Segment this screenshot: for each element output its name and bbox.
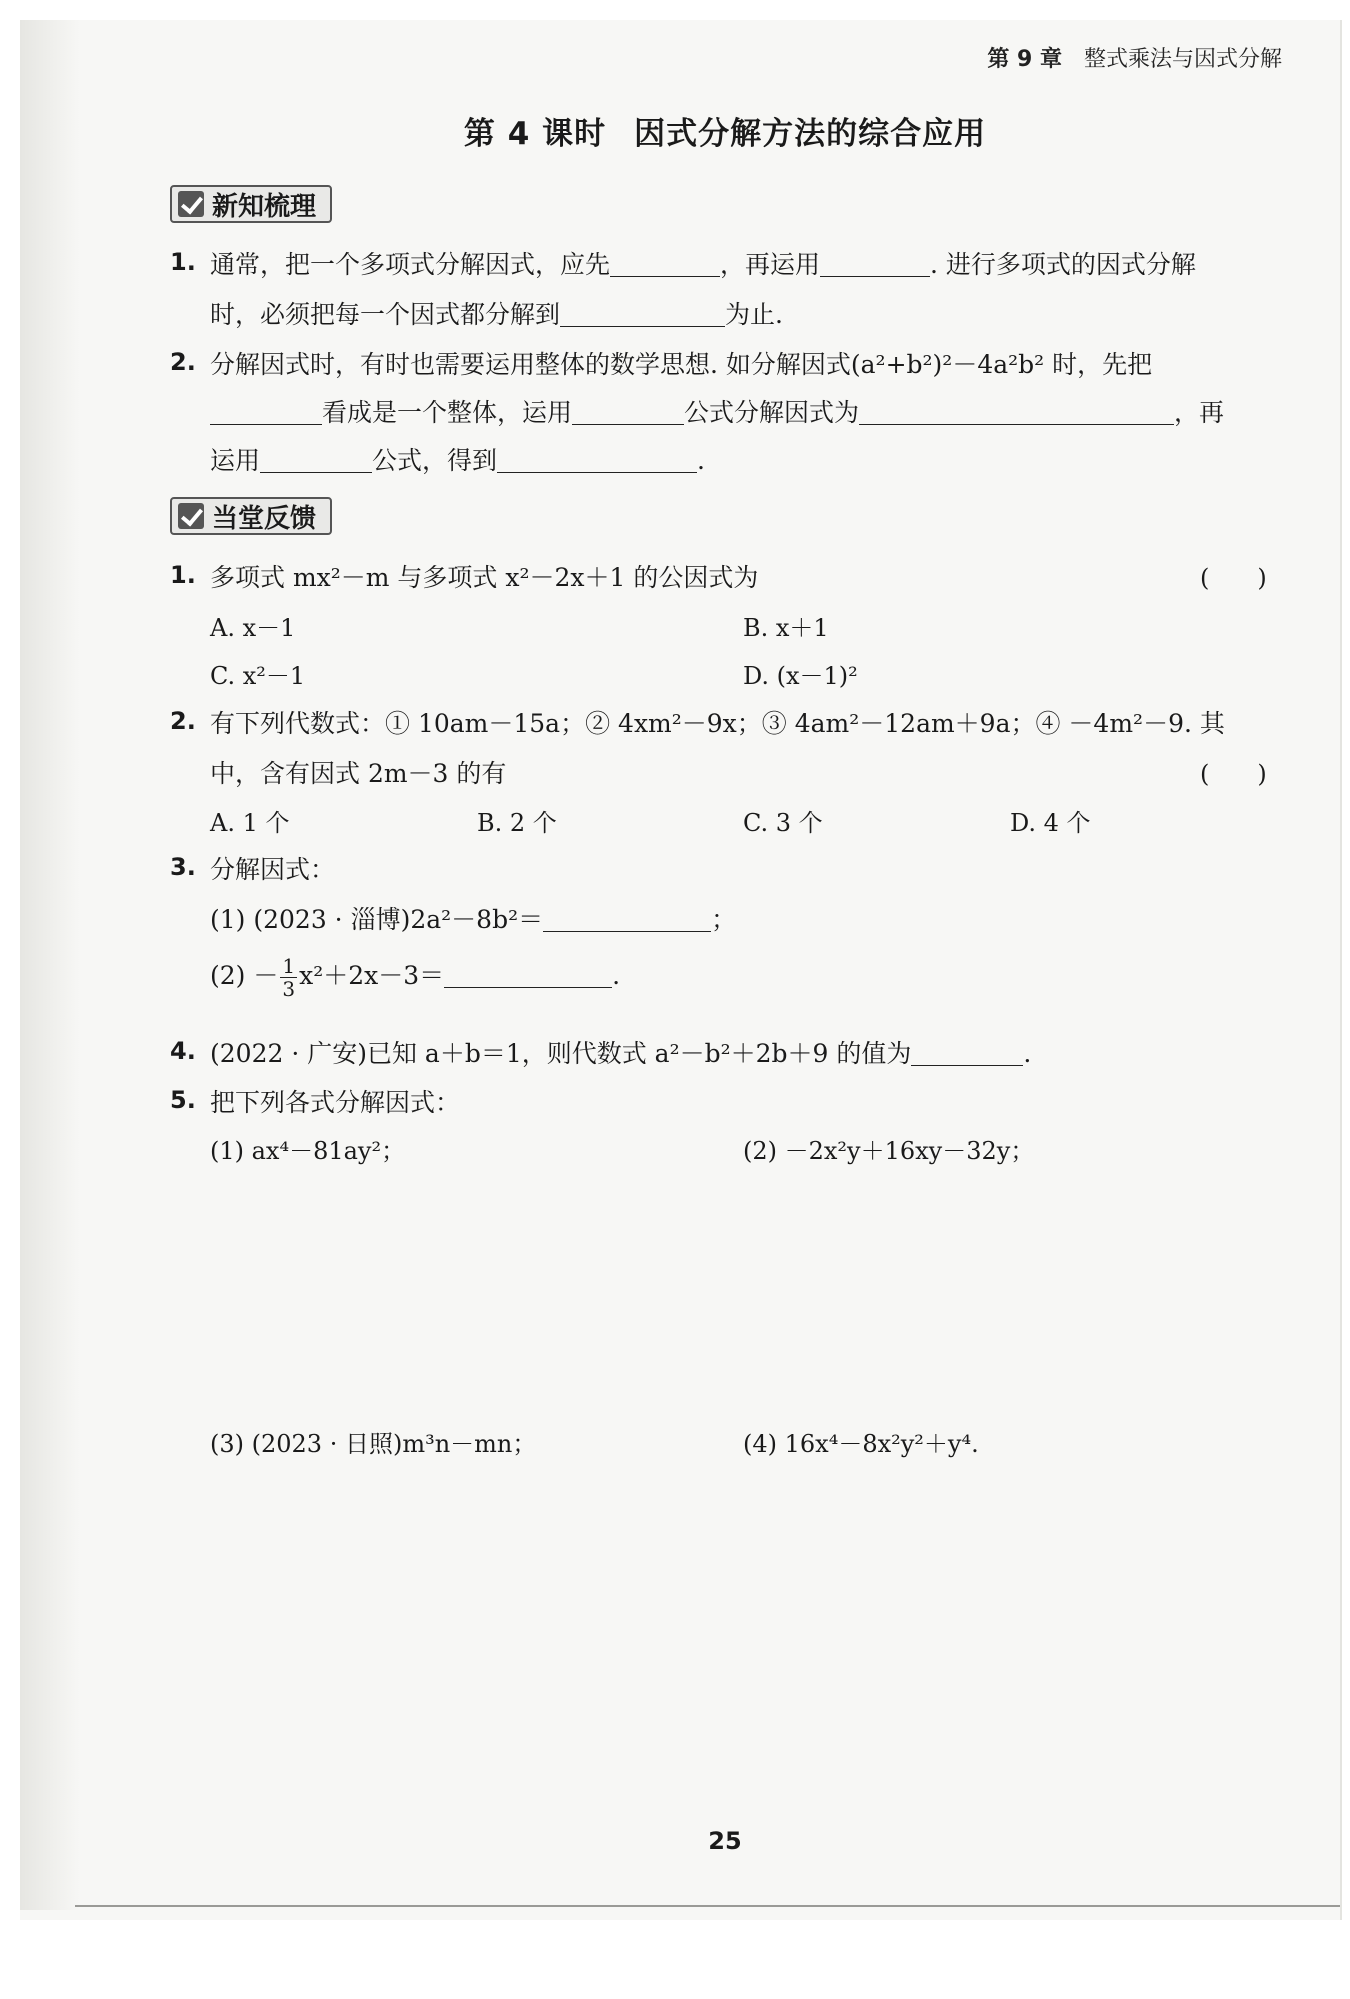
practice-q3-part2 — [210, 955, 620, 1000]
text: (2022 · 广安)已知 a＋b＝1，则代数式 a²－b²＋2b＋9 的值为 — [210, 1039, 912, 1068]
practice-q2-stem-line1: 有下列代数式：① 10am－15a；② 4xm²－9x；③ 4am²－12am＋9a；④ －4m²－9. 其 — [210, 709, 1225, 738]
page-binding-shadow — [20, 20, 80, 1910]
denominator: 3 — [282, 977, 296, 1001]
question-number: 3. — [170, 853, 196, 881]
text: ； — [711, 905, 737, 934]
practice-q3-part1 — [210, 900, 736, 936]
option-c[interactable]: C. x²－1 — [210, 662, 306, 690]
practice-q5-part2: (2) －2x²y＋16xy－32y； — [743, 1137, 1035, 1165]
answer-blank[interactable] — [444, 961, 612, 988]
answer-blank[interactable] — [560, 300, 725, 327]
text: 分解因式时，有时也需要运用整体的数学思想. 如分解因式(a²+b²)²－4a²b² 时，先把 — [210, 350, 1153, 379]
page-bottom-edge — [75, 1905, 1340, 1907]
text: ，再运用 — [720, 250, 821, 279]
lesson-topic: 因式分解方法的综合应用 — [634, 116, 987, 152]
answer-parentheses[interactable]: ( ) — [1200, 564, 1267, 592]
answer-blank[interactable] — [572, 398, 684, 425]
option-a[interactable]: A. x－1 — [210, 614, 296, 642]
practice-q5-part4: (4) 16x⁴－8x²y²＋y⁴. — [743, 1430, 979, 1458]
text: 通常，把一个多项式分解因式，应先 — [210, 250, 611, 279]
numerator: 1 — [282, 954, 296, 978]
answer-parentheses[interactable]: ( ) — [1200, 760, 1267, 788]
text: 运用 — [210, 446, 261, 475]
text: . 进行多项式的因式分解 — [930, 250, 1196, 279]
practice-q1-stem: 多项式 mx²－m 与多项式 x²－2x＋1 的公因式为 — [210, 563, 759, 592]
text: 公式分解因式为 — [684, 398, 860, 427]
checkbox-check-icon — [178, 503, 204, 529]
answer-blank[interactable] — [820, 250, 930, 277]
math-expression: x²＋2x－3＝ — [299, 961, 445, 990]
question-number: 5. — [170, 1086, 196, 1114]
practice-q2-stem-line2: 中，含有因式 2m－3 的有 — [210, 759, 507, 788]
section-label: 新知梳理 — [212, 191, 317, 222]
text: 看成是一个整体，运用 — [322, 398, 573, 427]
text: (2) － — [210, 961, 279, 990]
text: . — [1023, 1039, 1032, 1068]
option-d[interactable]: D. (x－1)² — [743, 662, 858, 690]
answer-blank[interactable] — [859, 398, 1174, 425]
option-a[interactable]: A. 1 个 — [210, 809, 290, 837]
answer-blank[interactable] — [911, 1039, 1023, 1066]
question-number: 2. — [170, 707, 196, 735]
practice-q4 — [210, 1034, 1031, 1070]
chapter-header — [987, 42, 1282, 73]
knowledge-q1-line2 — [210, 295, 783, 331]
math-expression: 2a²－8b²＝ — [410, 905, 544, 934]
fraction — [280, 955, 297, 1000]
practice-q5-part1: (1) ax⁴－81ay²； — [210, 1137, 406, 1165]
section-tag-class-feedback — [170, 497, 332, 535]
answer-blank[interactable] — [543, 905, 711, 932]
option-b[interactable]: B. 2 个 — [477, 809, 557, 837]
practice-q5-part3: (3) (2023 · 日照)m³n－mn； — [210, 1430, 537, 1458]
option-d[interactable]: D. 4 个 — [1010, 809, 1091, 837]
checkbox-check-icon — [178, 191, 204, 217]
lesson-number: 第 4 课时 — [463, 116, 607, 152]
practice-q3-stem: 分解因式： — [210, 855, 336, 884]
section-label: 当堂反馈 — [212, 503, 317, 534]
knowledge-q1-line1 — [210, 245, 1196, 281]
page-number: 25 — [708, 1827, 742, 1855]
text: ，再 — [1174, 398, 1225, 427]
practice-q5-stem: 把下列各式分解因式： — [210, 1088, 461, 1117]
text: . — [697, 446, 705, 475]
text: . — [612, 961, 621, 990]
knowledge-q2-line1 — [210, 345, 1152, 381]
question-number: 1. — [170, 248, 196, 276]
option-b[interactable]: B. x＋1 — [743, 614, 829, 642]
option-c[interactable]: C. 3 个 — [743, 809, 823, 837]
chapter-title: 整式乘法与因式分解 — [1083, 47, 1282, 72]
answer-blank[interactable] — [497, 446, 697, 473]
text: (1) (2023 · 淄博) — [210, 905, 411, 934]
knowledge-q2-line3 — [210, 441, 705, 477]
chapter-label: 第 9 章 — [987, 47, 1062, 72]
question-number: 4. — [170, 1037, 196, 1065]
text: 公式，得到 — [372, 446, 498, 475]
text: 为止. — [725, 300, 783, 329]
lesson-title — [0, 108, 1350, 153]
section-tag-new-knowledge — [170, 185, 332, 223]
text: 时，必须把每一个因式都分解到 — [210, 300, 561, 329]
answer-blank[interactable] — [210, 398, 322, 425]
answer-blank[interactable] — [610, 250, 720, 277]
answer-blank[interactable] — [260, 446, 372, 473]
question-number: 2. — [170, 348, 196, 376]
question-number: 1. — [170, 561, 196, 589]
knowledge-q2-line2 — [210, 393, 1224, 429]
